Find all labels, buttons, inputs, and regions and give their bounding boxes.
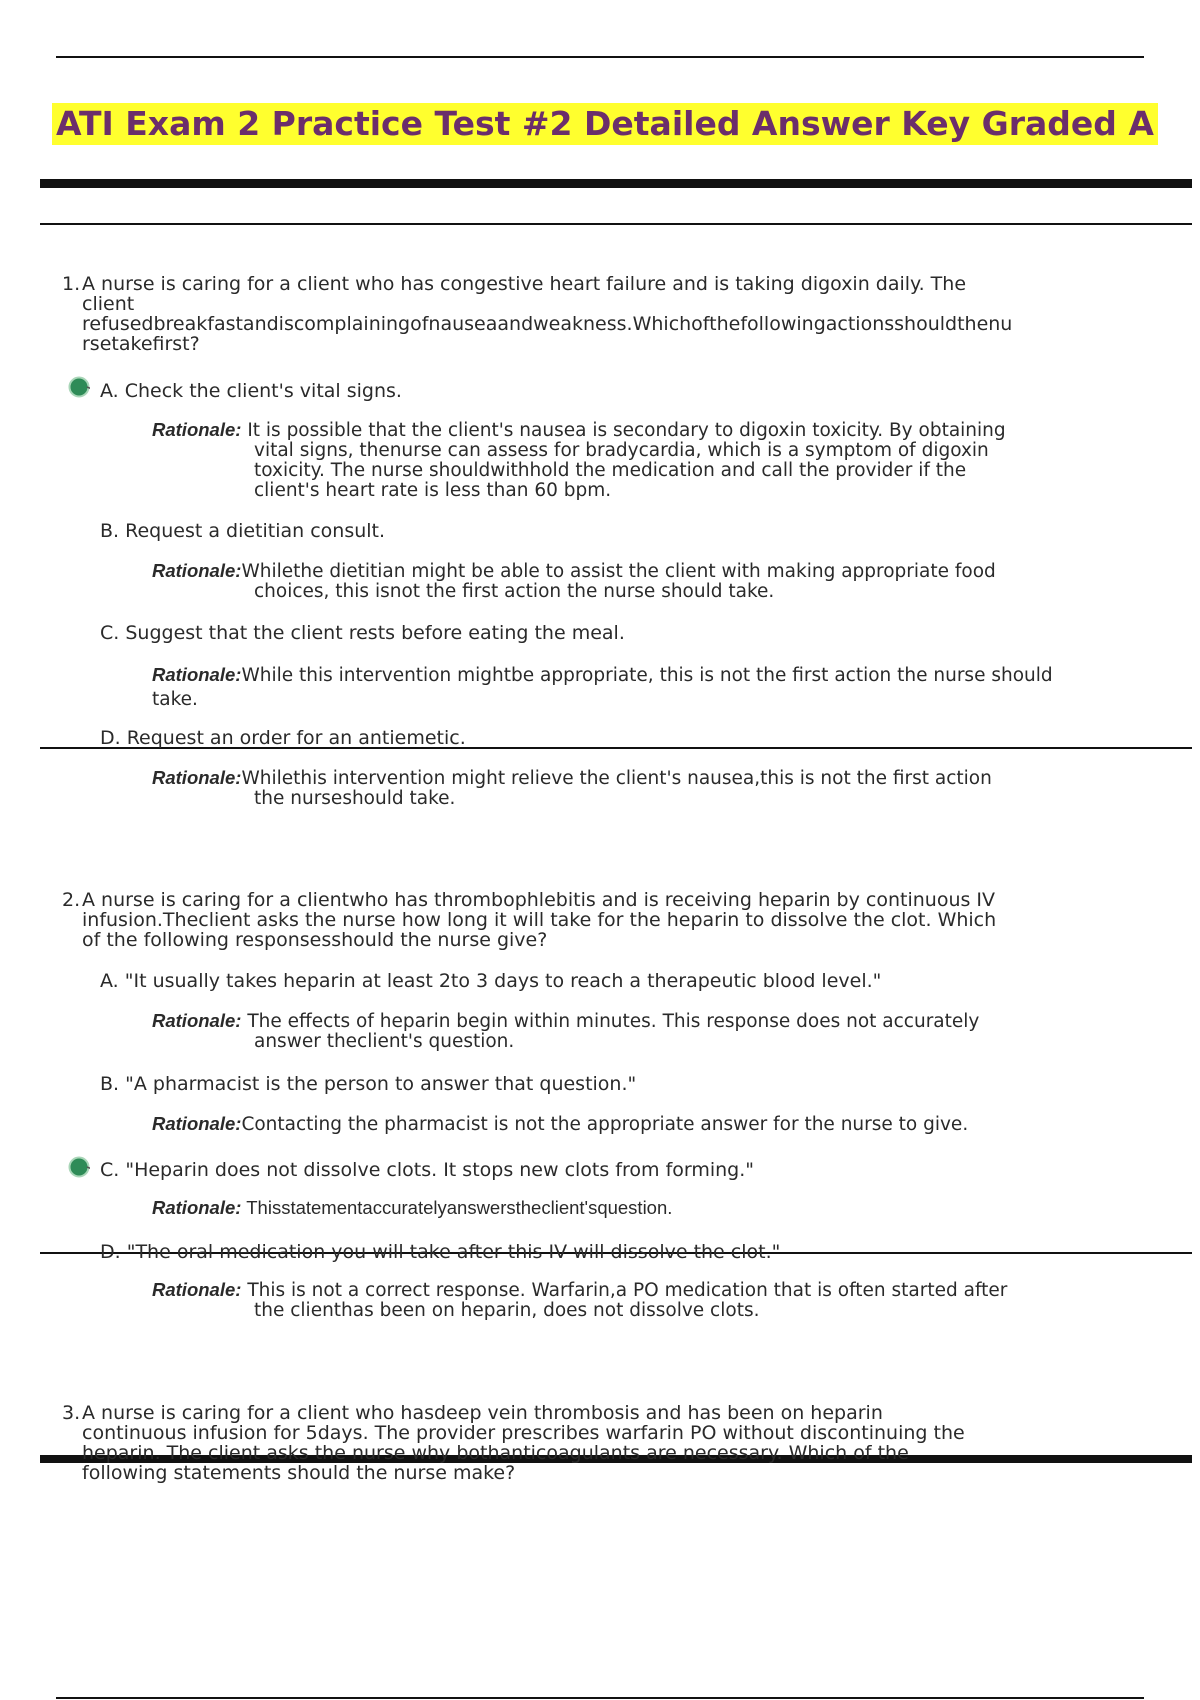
answer-option-b[interactable]: B. Request a dietitian consult. (100, 520, 386, 542)
rationale: Rationale: It is possible that the client's nausea is secondary to digoxin toxicity. By obtaining vital signs, thenurse can assess for bradycardia, which is a symptom of digoxin toxicity. The nurse shouldwithhold the medication and call the provider if the client's heart rate is less than 60 bpm. (152, 419, 1006, 501)
rationale: Rationale:Contacting the pharmacist is not the appropriate answer for the nurse to give. (152, 1113, 969, 1135)
rationale-label: Rationale: (152, 1197, 242, 1218)
answer-option-c[interactable]: C. "Heparin does not dissolve clots. It stops new clots from forming." (100, 1159, 755, 1181)
question-1 (62, 274, 1062, 354)
top-rule (56, 56, 1144, 58)
question-number: 1. (62, 273, 81, 295)
question-text: A nurse is caring for a client who hasdeep vein thrombosis and has been on heparin continuous infusion for 5days. The provider prescribes warfarin PO without discontinuing the heparin. The client asks the nurse why bothanticoagulants are necessary. Which of the following statements should the nurse make? (82, 1402, 965, 1484)
rationale-label: Rationale: (152, 767, 242, 788)
rationale: Rationale:Whilethis intervention might relieve the client's nausea,this is not the first action the nurseshould take. (152, 767, 992, 809)
question-text: A nurse is caring for a clientwho has thrombophlebitis and is receiving heparin by continuous IV infusion.Theclient asks the nurse how long it will take for the heparin to dissolve the clot. Which of the following responsesshould the nurse give? (82, 889, 997, 951)
document-title: ATI Exam 2 Practice Test #2 Detailed Answer Key Graded A (52, 103, 1158, 145)
rationale-label: Rationale: (152, 560, 242, 581)
answer-option-d[interactable]: D. Request an order for an antiemetic. (100, 727, 466, 749)
correct-answer-icon (68, 376, 90, 398)
question-text: A nurse is caring for a client who has congestive heart failure and is taking digoxin daily. The client refusedbreakfastandiscomplainingofnauseaandweakness.Whichofthefollowingactionsshouldthenu rsetakefirst? (82, 273, 1013, 355)
rationale: Rationale: This is not a correct response. Warfarin,a PO medication that is often started after the clienthas been on heparin, does not dissolve clots. (152, 1279, 1008, 1321)
question-number: 3. (62, 1402, 81, 1424)
rationale: Rationale:Whilethe dietitian might be able to assist the client with making appropriate food choices, this isnot the first action the nurse should take. (152, 560, 996, 602)
bottom-rule (56, 1697, 1144, 1699)
rationale-label: Rationale: (152, 419, 242, 440)
answer-option-d[interactable]: D. "The oral medication you will take after this IV will dissolve the clot." (100, 1241, 781, 1263)
title-bottom-thin-rule (40, 223, 1192, 225)
question-3 (62, 1403, 1062, 1483)
rationale: Rationale: Thisstatementaccuratelyanswerstheclient'squestion. (152, 1197, 673, 1218)
title-bottom-thick-rule (40, 179, 1192, 188)
rationale-label: Rationale: (152, 1279, 242, 1300)
rationale-label: Rationale: (152, 1113, 242, 1134)
answer-option-b[interactable]: B. "A pharmacist is the person to answer that question." (100, 1073, 637, 1095)
answer-option-a[interactable]: A. "It usually takes heparin at least 2to 3 days to reach a therapeutic blood level." (100, 970, 882, 992)
question-number: 2. (62, 889, 81, 911)
correct-answer-icon (68, 1156, 90, 1178)
answer-option-c[interactable]: C. Suggest that the client rests before eating the meal. (100, 622, 625, 644)
rationale: Rationale: The effects of heparin begin within minutes. This response does not accurately answer theclient's question. (152, 1010, 980, 1052)
question-2 (62, 890, 1062, 950)
rationale: Rationale:While this intervention mightbe appropriate, this is not the first action the nurse should take. (152, 664, 1053, 710)
rationale-label: Rationale: (152, 1010, 242, 1031)
answer-option-a[interactable]: A. Check the client's vital signs. (100, 380, 402, 402)
rationale-label: Rationale: (152, 664, 242, 685)
